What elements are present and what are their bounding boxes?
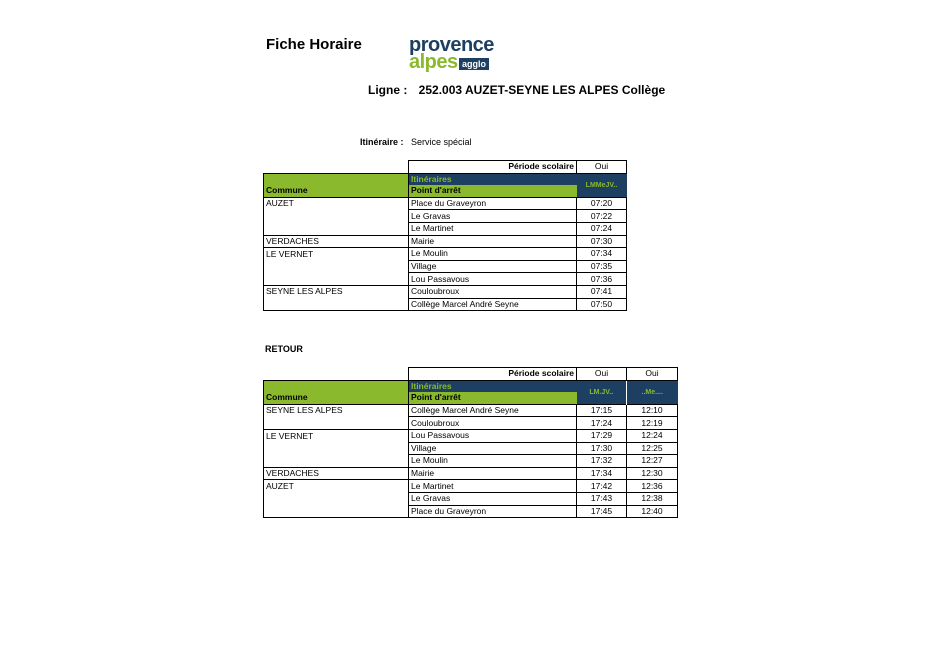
day-code: LMMeJV.. xyxy=(577,173,627,197)
commune-cell xyxy=(264,455,409,468)
time-cell: 07:50 xyxy=(577,298,627,311)
stop-cell: Place du Graveyron xyxy=(409,505,577,518)
periode-label: Période scolaire xyxy=(409,161,577,174)
periode-row xyxy=(264,161,627,174)
time-cell: 12:38 xyxy=(627,492,678,505)
day-code: ..Me.... xyxy=(627,380,678,404)
point-arret-header: Point d'arrêt xyxy=(409,392,577,404)
commune-cell xyxy=(264,505,409,518)
logo-badge-agglo: agglo xyxy=(459,58,489,70)
table-row xyxy=(264,480,678,493)
commune-header: Commune xyxy=(264,392,409,404)
stop-cell: Le Moulin xyxy=(409,455,577,468)
page-title: Fiche Horaire xyxy=(266,36,362,53)
itineraires-label: Itinéraires xyxy=(409,380,577,392)
table-row xyxy=(264,273,627,286)
aller-timetable xyxy=(263,160,627,311)
table-row xyxy=(264,248,627,261)
stop-cell: Le Martinet xyxy=(409,480,577,493)
commune-cell: VERDACHES xyxy=(264,235,409,248)
table-row xyxy=(264,285,627,298)
retour-heading: RETOUR xyxy=(265,344,303,354)
time-cell: 17:24 xyxy=(577,417,627,430)
table-row xyxy=(264,505,678,518)
time-cell: 12:19 xyxy=(627,417,678,430)
commune-cell xyxy=(264,492,409,505)
commune-cell xyxy=(264,260,409,273)
time-cell: 07:24 xyxy=(577,222,627,235)
time-cell: 07:34 xyxy=(577,248,627,261)
commune-cell: AUZET xyxy=(264,197,409,210)
line-name: 252.003 AUZET-SEYNE LES ALPES Collège xyxy=(418,83,666,97)
table-row xyxy=(264,210,627,223)
stop-cell: Collège Marcel André Seyne xyxy=(409,404,577,417)
commune-cell xyxy=(264,442,409,455)
day-code: LM.JV.. xyxy=(577,380,627,404)
periode-value: Oui xyxy=(577,161,627,174)
time-cell: 07:41 xyxy=(577,285,627,298)
stop-cell: Couloubroux xyxy=(409,417,577,430)
table-row xyxy=(264,442,678,455)
time-cell: 17:15 xyxy=(577,404,627,417)
time-cell: 12:25 xyxy=(627,442,678,455)
time-cell: 17:34 xyxy=(577,467,627,480)
table-row xyxy=(264,417,678,430)
retour-timetable xyxy=(263,367,678,518)
header-row xyxy=(264,185,627,197)
table-row xyxy=(264,404,678,417)
itineraires-row xyxy=(264,380,678,392)
table-row xyxy=(264,429,678,442)
stop-cell: Place du Graveyron xyxy=(409,197,577,210)
commune-cell: SEYNE LES ALPES xyxy=(264,285,409,298)
stop-cell: Couloubroux xyxy=(409,285,577,298)
time-cell: 07:22 xyxy=(577,210,627,223)
stop-cell: Lou Passavous xyxy=(409,429,577,442)
time-cell: 12:30 xyxy=(627,467,678,480)
periode-row xyxy=(264,368,678,381)
commune-cell xyxy=(264,298,409,311)
itineraires-label: Itinéraires xyxy=(409,173,577,185)
commune-cell: LE VERNET xyxy=(264,248,409,261)
table-row xyxy=(264,197,627,210)
provence-alpes-agglo-logo xyxy=(409,36,509,78)
commune-cell: AUZET xyxy=(264,480,409,493)
time-cell: 17:42 xyxy=(577,480,627,493)
commune-cell xyxy=(264,273,409,286)
time-cell: 12:27 xyxy=(627,455,678,468)
stop-cell: Village xyxy=(409,442,577,455)
periode-value: Oui xyxy=(627,368,678,381)
periode-label: Période scolaire xyxy=(409,368,577,381)
table-row xyxy=(264,298,627,311)
itinerary-value: Service spécial xyxy=(411,137,472,147)
table-row xyxy=(264,455,678,468)
periode-value: Oui xyxy=(577,368,627,381)
table-row xyxy=(264,222,627,235)
stop-cell: Le Gravas xyxy=(409,492,577,505)
commune-cell xyxy=(264,210,409,223)
stop-cell: Le Gravas xyxy=(409,210,577,223)
commune-cell: SEYNE LES ALPES xyxy=(264,404,409,417)
time-cell: 12:36 xyxy=(627,480,678,493)
commune-header: Commune xyxy=(264,185,409,197)
time-cell: 12:10 xyxy=(627,404,678,417)
logo-word-provence: provence xyxy=(409,34,494,56)
itineraires-row xyxy=(264,173,627,185)
itinerary-label: Itinéraire : xyxy=(360,137,404,147)
table-row xyxy=(264,260,627,273)
commune-cell: LE VERNET xyxy=(264,429,409,442)
stop-cell: Mairie xyxy=(409,467,577,480)
stop-cell: Mairie xyxy=(409,235,577,248)
table-row xyxy=(264,492,678,505)
stop-cell: Collège Marcel André Seyne xyxy=(409,298,577,311)
line-prefix: Ligne : xyxy=(368,83,408,97)
time-cell: 17:43 xyxy=(577,492,627,505)
point-arret-header: Point d'arrêt xyxy=(409,185,577,197)
commune-cell xyxy=(264,222,409,235)
stop-cell: Village xyxy=(409,260,577,273)
time-cell: 12:24 xyxy=(627,429,678,442)
time-cell: 17:32 xyxy=(577,455,627,468)
table-row xyxy=(264,467,678,480)
commune-cell xyxy=(264,417,409,430)
commune-cell: VERDACHES xyxy=(264,467,409,480)
time-cell: 12:40 xyxy=(627,505,678,518)
time-cell: 17:30 xyxy=(577,442,627,455)
logo-word-alpes: alpes xyxy=(409,51,458,73)
table-row xyxy=(264,235,627,248)
time-cell: 07:30 xyxy=(577,235,627,248)
line-heading xyxy=(368,83,665,97)
time-cell: 07:35 xyxy=(577,260,627,273)
time-cell: 17:29 xyxy=(577,429,627,442)
stop-cell: Le Martinet xyxy=(409,222,577,235)
stop-cell: Le Moulin xyxy=(409,248,577,261)
time-cell: 07:36 xyxy=(577,273,627,286)
stop-cell: Lou Passavous xyxy=(409,273,577,286)
time-cell: 17:45 xyxy=(577,505,627,518)
itinerary-line xyxy=(360,137,472,147)
time-cell: 07:20 xyxy=(577,197,627,210)
